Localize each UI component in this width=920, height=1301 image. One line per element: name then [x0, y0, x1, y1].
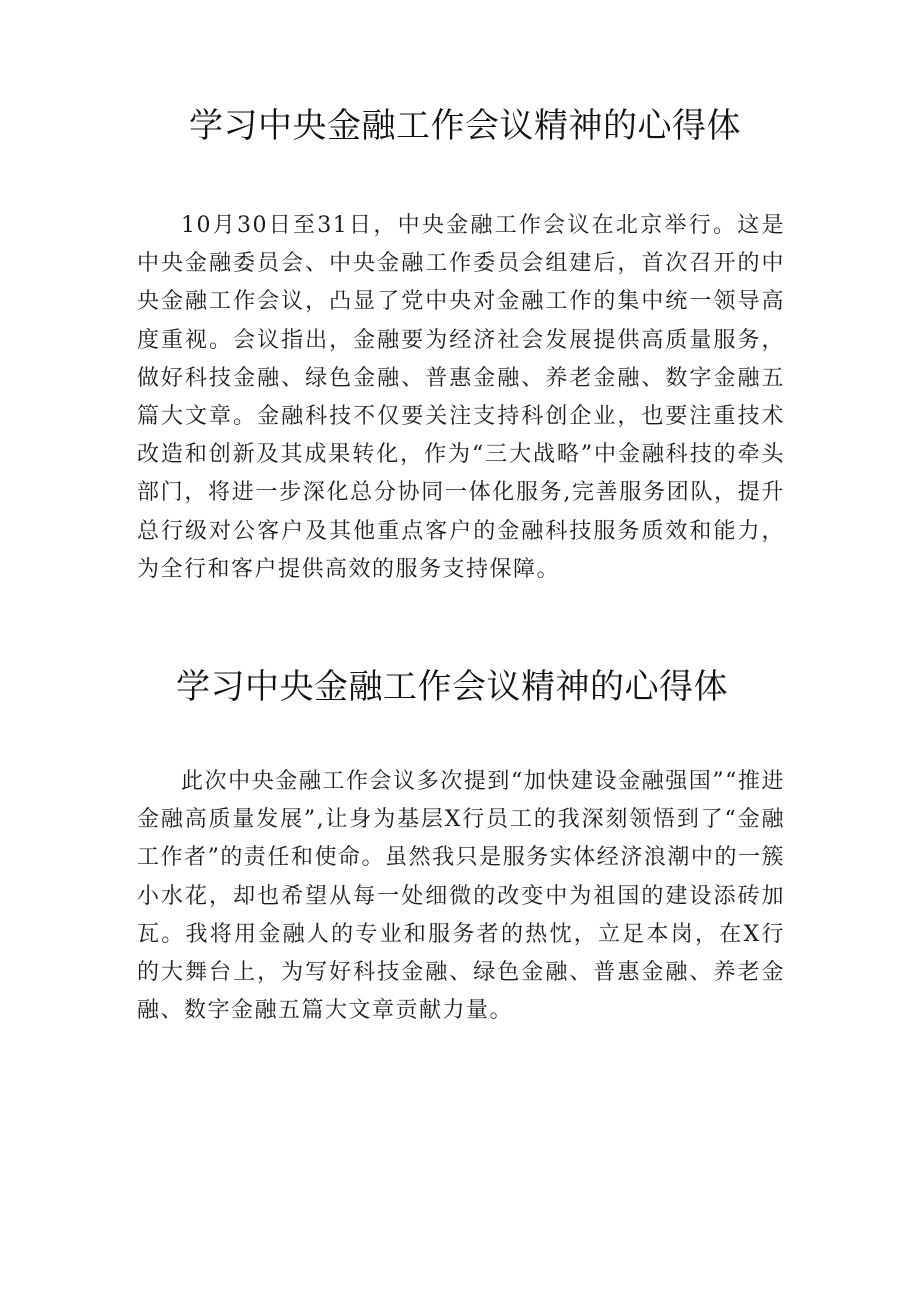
article-2-title: 学习中央金融工作会议精神的心得体	[176, 667, 728, 708]
article-1-body: 10月30日至31日，中央金融工作会议在北京举行。这是中央金融委员会、中央金融工作委员会组建后，首次召开的中央金融工作会议，凸显了党中央对金融工作的集中统一领导高度重视。会议指出，金融要为经济社会发展提供高质量服务，做好科技金融、绿色金融、普惠金融、养老金融、数字金融五篇大文章。金融科技不仅要关注支持科创企业，也要注重技术改造和创新及其成果转化，作为“三大战略”中金融科技的牵头部门，将进一步深化总分协同一体化服务,完善服务团队，提升总行级对公客户及其他重点客户的金融科技服务质效和能力，为全行和客户提供高效的服务支持保障。	[137, 213, 785, 582]
article-1-title: 学习中央金融工作会议精神的心得体	[189, 106, 741, 146]
article-2-body: 此次中央金融工作会议多次提到“加快建设金融强国”“推进金融高质量发展”,让身为基层X行员工的我深刻领悟到了“金融工作者”的责任和使命。虽然我只是服务实体经济浪潮中的一簇小水花，却也希望从每一处细微的改变中为祖国的建设添砖加瓦。我将用金融人的专业和服务者的热忱，立足本岗，在X行的大舞台上，为写好科技金融、绿色金融、普惠金融、养老金融、数字金融五篇大文章贡献力量。	[137, 769, 785, 1024]
article-2	[137, 589, 785, 1030]
article-1	[137, 0, 785, 589]
